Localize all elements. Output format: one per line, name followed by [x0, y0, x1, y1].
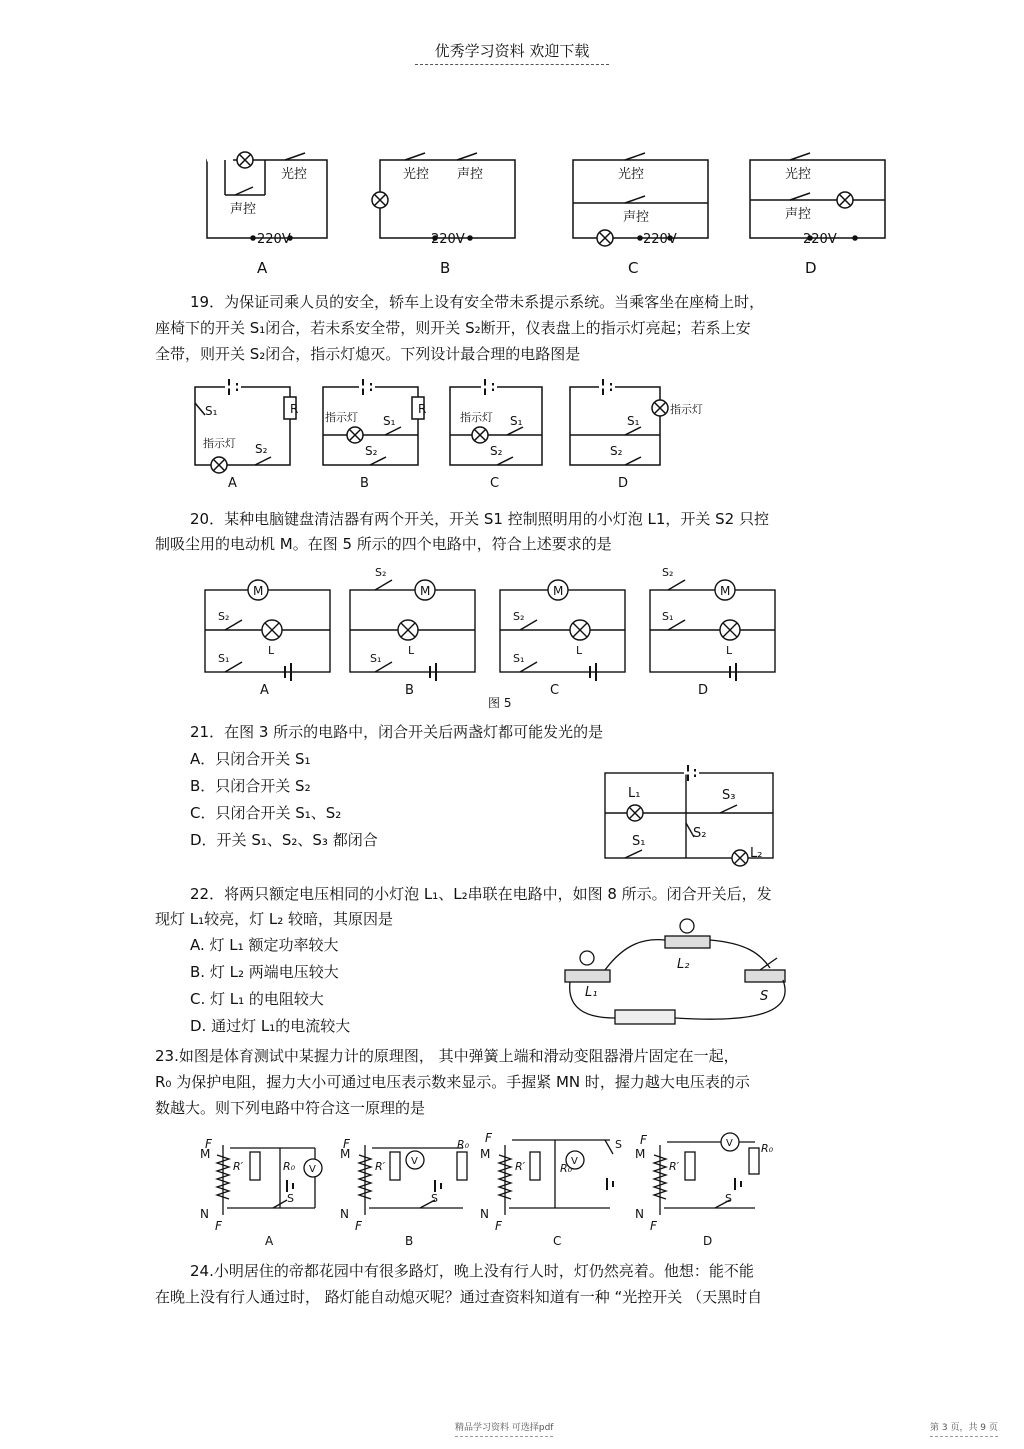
option-label: D	[703, 1234, 713, 1248]
label-s: S	[287, 1192, 294, 1205]
label-indicator: 指示灯	[203, 437, 236, 450]
label-light: 光控	[281, 167, 308, 182]
label-l2: L₂	[677, 957, 690, 972]
label-s2: S₂	[365, 444, 378, 458]
q22-option-c: C. 灯 L₁ 的电阻较大	[190, 990, 324, 1008]
circuit-q23-a	[217, 1145, 322, 1215]
label-v: V	[411, 1156, 418, 1167]
label-f: F	[343, 1137, 350, 1151]
q24-line-2: 在晚上没有行人通过时， 路灯能自动熄灭呢？通过查资料知道有一种 “光控开关 （天黑时自	[155, 1288, 763, 1306]
figure-q20-circuits	[190, 562, 810, 712]
option-label: B	[405, 1234, 414, 1248]
label-f: F	[355, 1219, 362, 1233]
label-m: M	[200, 1147, 211, 1161]
label-s: S	[615, 1138, 622, 1151]
label-m: M	[480, 1147, 491, 1161]
q23-line-1: 23.如图是体育测试中某握力计的原理图， 其中弹簧上端和滑动变阻器滑片固定在一起，	[155, 1047, 739, 1065]
label-s2: S₂	[693, 826, 707, 841]
label-f: F	[205, 1137, 212, 1151]
label-f: F	[495, 1219, 502, 1233]
label-voltage: 220V	[431, 232, 465, 247]
label-r0: R₀	[560, 1162, 573, 1175]
q20-line-2: 制吸尘用的电动机 M。在图 5 所示的四个电路中，符合上述要求的是	[155, 535, 612, 553]
label-motor: M	[553, 584, 564, 598]
figure-q21-circuit	[600, 765, 780, 865]
circuit-q23-d	[654, 1133, 759, 1215]
label-n: N	[340, 1207, 349, 1221]
q22-option-a: A. 灯 L₁ 额定功率较大	[190, 936, 339, 954]
label-f: F	[485, 1131, 492, 1145]
label-v: V	[726, 1138, 733, 1149]
label-sound: 声控	[785, 207, 812, 222]
q19-line-2: 座椅下的开关 S₁闭合，若未系安全带，则开关 S₂断开，仪表盘上的指示灯亮起；若系上安	[155, 319, 751, 337]
q21-option-c: C．只闭合开关 S₁、S₂	[190, 804, 342, 822]
label-s2: S₂	[662, 566, 674, 579]
option-label: C	[628, 259, 639, 277]
label-r-prime: R′	[669, 1160, 680, 1173]
label-sound: 声控	[623, 210, 650, 225]
option-label: C	[553, 1234, 562, 1248]
label-lamp: L	[726, 644, 733, 657]
figure-q22-apparatus	[555, 918, 815, 1038]
q21-option-a: A．只闭合开关 S₁	[190, 750, 311, 768]
q19-line-3: 全带，则开关 S₂闭合，指示灯熄灭。下列设计最合理的电路图是	[155, 345, 581, 363]
label-light: 光控	[618, 167, 645, 182]
q21-option-d: D．开关 S₁、S₂、S₃ 都闭合	[190, 831, 378, 849]
label-r-prime: R′	[515, 1160, 526, 1173]
option-label: A	[265, 1234, 274, 1248]
circuit-q23-c	[499, 1140, 613, 1215]
label-sound: 声控	[457, 167, 484, 182]
q23-line-3: 数越大。则下列电路中符合这一原理的是	[155, 1099, 426, 1117]
label-s: S	[725, 1192, 732, 1205]
footer-page-number: 第 3 页，共 9 页	[930, 1420, 998, 1437]
figure-q18-circuits	[195, 145, 895, 280]
label-s1: S₁	[513, 652, 525, 665]
label-s2: S₂	[255, 442, 268, 456]
label-s1: S₁	[383, 414, 396, 428]
label-s: S	[760, 989, 769, 1004]
label-r: R	[418, 402, 427, 416]
q23-line-2: R₀ 为保护电阻，握力大小可通过电压表示数来显示。手握紧 MN 时，握力越大电压表的示	[155, 1073, 750, 1091]
option-label: D	[805, 259, 817, 277]
label-s1: S₁	[632, 834, 646, 849]
label-f: F	[650, 1219, 657, 1233]
label-s2: S₂	[490, 444, 503, 458]
option-label: B	[405, 683, 414, 698]
q24-line-1: 24.小明居住的帝都花园中有很多路灯，晚上没有行人时，灯仍然亮着。他想：能不能	[190, 1262, 754, 1280]
label-light: 光控	[403, 167, 430, 182]
label-s1: S₁	[627, 414, 640, 428]
label-voltage: 220V	[643, 232, 677, 247]
label-indicator: 指示灯	[670, 403, 703, 416]
label-lamp: L	[268, 644, 275, 657]
label-s2: S₂	[513, 610, 525, 623]
option-label: C	[490, 476, 500, 491]
label-l1: L₁	[628, 786, 641, 801]
label-s3: S₃	[722, 788, 736, 803]
figure-caption: 图 5	[488, 696, 512, 710]
label-voltage: 220V	[803, 232, 837, 247]
label-f: F	[640, 1133, 647, 1147]
label-m: M	[635, 1147, 646, 1161]
label-r0: R₀	[283, 1160, 296, 1173]
label-lamp: L	[408, 644, 415, 657]
label-l2: L₂	[750, 846, 763, 861]
circuit-q20-b	[350, 580, 475, 681]
q22-option-d: D. 通过灯 L₁的电流较大	[190, 1017, 351, 1035]
label-s2: S₂	[218, 610, 230, 623]
label-s: S	[431, 1192, 438, 1205]
q21-stem: 21．在图 3 所示的电路中，闭合开关后两盏灯都可能发光的是	[190, 723, 604, 741]
label-r-prime: R′	[375, 1160, 386, 1173]
figure-q19-circuits	[185, 375, 725, 495]
label-lamp: L	[576, 644, 583, 657]
q19-line-1: 19．为保证司乘人员的安全，轿车上设有安全带未系提示系统。当乘客坐在座椅上时，	[190, 293, 765, 311]
option-label: B	[360, 476, 369, 491]
label-s1: S₁	[205, 404, 218, 418]
option-label: D	[618, 476, 629, 491]
circuit-q18-d	[750, 153, 885, 240]
option-label: D	[698, 683, 709, 698]
q21-option-b: B．只闭合开关 S₂	[190, 777, 311, 795]
option-label: A	[257, 259, 268, 277]
option-label: A	[260, 683, 269, 698]
label-sound: 声控	[230, 202, 257, 217]
label-s1: S₁	[370, 652, 382, 665]
circuit-q20-a	[205, 580, 330, 681]
label-indicator: 指示灯	[325, 411, 358, 424]
q20-line-1: 20．某种电脑键盘清洁器有两个开关，开关 S1 控制照明用的小灯泡 L1，开关 S2 只控	[190, 510, 769, 528]
option-label: A	[228, 476, 237, 491]
label-l1: L₁	[585, 985, 598, 1000]
label-s1: S₁	[218, 652, 230, 665]
label-n: N	[635, 1207, 644, 1221]
label-s2: S₂	[375, 566, 387, 579]
circuit-q18-a	[207, 152, 327, 240]
label-r-prime: R′	[233, 1160, 244, 1173]
circuit-q20-d	[650, 580, 775, 681]
label-n: N	[480, 1207, 489, 1221]
label-m: M	[340, 1147, 351, 1161]
label-v: V	[309, 1164, 316, 1175]
label-s1: S₁	[662, 610, 674, 623]
label-r0: R₀	[457, 1138, 470, 1151]
label-f: F	[215, 1219, 222, 1233]
page-header	[0, 40, 1024, 61]
label-s2: S₂	[610, 444, 623, 458]
label-motor: M	[720, 584, 731, 598]
label-r: R	[290, 402, 299, 416]
label-r0: R₀	[761, 1142, 774, 1155]
circuit-q18-b	[372, 153, 515, 240]
label-s1: S₁	[510, 414, 523, 428]
q22-line-1: 22．将两只额定电压相同的小灯泡 L₁、L₂串联在电路中，如图 8 所示。闭合开关后，发	[190, 885, 772, 903]
label-motor: M	[420, 584, 431, 598]
label-n: N	[200, 1207, 209, 1221]
label-indicator: 指示灯	[460, 411, 493, 424]
label-voltage: 220V	[257, 232, 291, 247]
footer-left: 精品学习资料 可选择pdf	[455, 1420, 553, 1437]
option-label: B	[440, 259, 451, 277]
label-motor: M	[253, 584, 264, 598]
q22-line-2: 现灯 L₁较亮，灯 L₂ 较暗，其原因是	[155, 910, 394, 928]
figure-q23-circuits	[195, 1130, 795, 1250]
header-text: 优秀学习资料 欢迎下载	[415, 42, 610, 65]
label-light: 光控	[785, 167, 812, 182]
q22-option-b: B. 灯 L₂ 两端电压较大	[190, 963, 339, 981]
option-label: C	[550, 683, 560, 698]
label-v: V	[571, 1156, 578, 1167]
